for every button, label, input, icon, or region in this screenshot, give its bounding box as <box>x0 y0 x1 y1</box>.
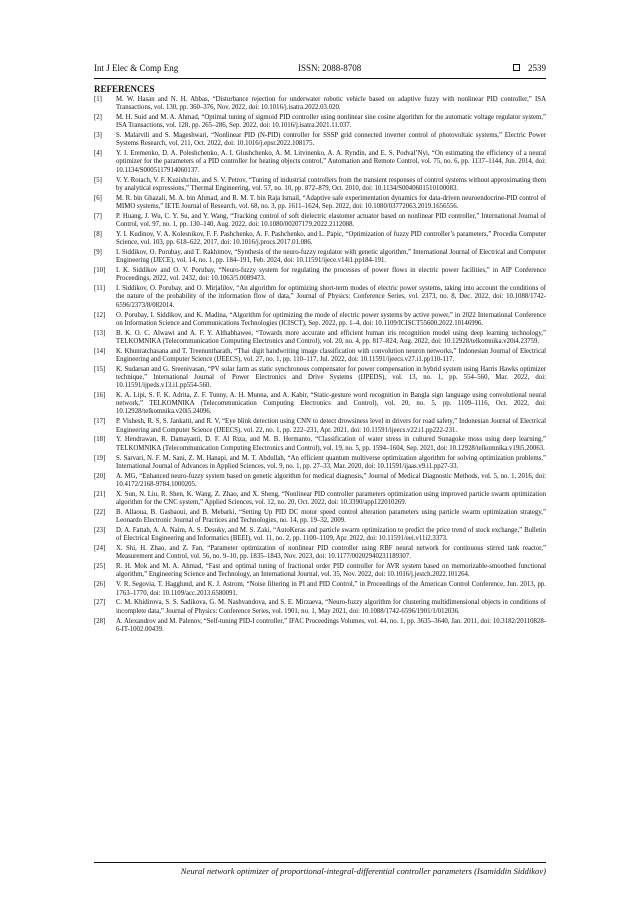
reference-text: A. MG, “Enhanced neuro-fuzzy system based on genetic algorithm for medical diagnosis,” Journal of Medical Diagnostic Methods, vol. 5, no. 1, 2016, doi: 10.4172/2168-9784.1000205. <box>116 472 546 488</box>
reference-number: [26] <box>94 581 106 589</box>
checkbox-square-icon <box>513 64 520 71</box>
reference-number: [19] <box>94 454 106 462</box>
reference-item <box>94 491 546 507</box>
reference-text: X. Sun, N. Liu, R. Shen, K. Wang, Z. Zhao, and X. Sheng, “Nonlinear PID controller parameters optimization using improved particle swarm optimization algorithm for the CNC system,” Applied Sciences, vol. 12, no. 20, Oct. 2022, doi: 10.3390/app122010269. <box>116 490 546 506</box>
reference-number: [25] <box>94 563 106 571</box>
reference-number: [28] <box>94 617 106 625</box>
reference-number: [14] <box>94 347 106 355</box>
reference-item <box>94 418 546 434</box>
reference-text: S. Malarvili and S. Mageshwari, “Nonlinear PID (N-PID) controller for SSSP grid connected inverter control of photovoltaic systems,” Electric Power Systems Research, vol. 211, Oct. 2022, doi: 10.1016/j.epsr.2022.108175. <box>116 132 546 148</box>
running-footer: Neural network optimizer of proportional-integral-differential controller parameters (Isamiddin Siddikov) <box>180 866 546 876</box>
reference-text: M. H. Suid and M. A. Ahmad, “Optimal tuning of sigmoid PID controller using nonlinear sine cosine algorithm for the automatic voltage regulator system,” ISA Transactions, vol. 128, pp. 265–286, Sep. 2022, doi: 10.1016/j.isatra.2021.11.037. <box>116 114 546 130</box>
reference-item <box>94 195 546 211</box>
journal-name: Int J Elec & Comp Eng <box>94 63 179 73</box>
reference-number: [3] <box>94 132 102 140</box>
reference-text: V. Y. Rotach, V. F. Kuzishchin, and S. V. Petrov, “Tuning of industrial controllers from the transient responses of control systems without approximating them by analytical expressions,” Thermal Engineering, vol. 57, no. 10, pp. 872–879, Oct. 2010, doi: 10.1134/S0040601510100083. <box>116 176 546 192</box>
reference-item <box>94 366 546 390</box>
reference-item <box>94 581 546 597</box>
reference-item <box>94 114 546 130</box>
reference-item <box>94 249 546 265</box>
reference-text: M. W. Hasan and N. H. Abbas, “Disturbance rejection for underwater robotic vehicle based on adaptive fuzzy with nonlinear PID controller,” ISA Transactions, vol. 130, pp. 360–376, Nov. 2022, doi: 10.1016/j.isatra.2022.03.020. <box>116 96 546 112</box>
reference-number: [18] <box>94 436 106 444</box>
reference-number: [17] <box>94 418 106 426</box>
reference-text: X. Shi, H. Zhao, and Z. Fan, “Parameter optimization of nonlinear PID controller using RBF neural network for continuous stirred tank reactor,” Measurement and Control, vol. 56, no. 9–10, pp. 1835–1843, Nov. 2023, doi: 10.1177/00202940231189307. <box>116 545 546 561</box>
reference-item <box>94 267 546 283</box>
reference-text: O. Porubay, I. Siddikov, and K. Madina, “Algorithm for optimizing the mode of electric power systems by active power,” in 2022 International Conference on Information Science and Communications Technologies (ICISCT), Sep. 2022, pp. 1–4, doi: 10.1109/ICISCT55600.2022.10146996. <box>116 311 546 327</box>
reference-item <box>94 527 546 543</box>
footer-rule <box>94 862 546 863</box>
reference-item <box>94 285 546 309</box>
page-number: 2539 <box>528 63 546 73</box>
reference-item <box>94 392 546 416</box>
reference-number: [10] <box>94 267 106 275</box>
reference-text: V. R. Segovia, T. Hagglund, and K. J. Astrom, “Noise filtering in PI and PID Control,” in Proceedings of the American Control Conference, Jun. 2013, pp. 1763–1770, doi: 10.1109/acc.2013.6580091. <box>116 581 546 597</box>
reference-number: [5] <box>94 176 102 184</box>
reference-item <box>94 455 546 471</box>
reference-number: [20] <box>94 472 106 480</box>
reference-item <box>94 231 546 247</box>
reference-text: B. K. O. C. Alwawi and A. F. Y. Althabhawee, “Towards more accurate and efficient human iris recognition model using deep learning technology,” TELKOMNIKA (Telecommunication Computing Electronics and Control), vol. 20, no. 4, pp. 817–824, Aug. 2022, doi: 10.12928/telkomnika.v20i4.23759. <box>116 329 546 345</box>
reference-number: [13] <box>94 329 106 337</box>
reference-text: A. Alexandrov and M. Palenov, “Self-tuning PID-I controller,” IFAC Proceedings Volumes, vol. 44, no. 1, pp. 3635–3640, Jan. 2011, doi: 10.3182/20110828-6-IT-1002.00439. <box>116 617 546 633</box>
reference-number: [1] <box>94 96 102 103</box>
reference-item <box>94 96 546 112</box>
reference-item <box>94 509 546 525</box>
reference-text: M. R. bin Ghazali, M. A. bin Ahmad, and R. M. T. bin Raja Ismail, “Adaptive safe experimentation dynamics for data-driven neuroendocrine-PID control of MIMO systems,” IETE Journal of Research, vol. 68, no. 3, pp. 1611–1624, Sep. 2022, doi: 10.1080/03772063.2019.1656556. <box>116 194 546 210</box>
reference-text: I. Siddikov, O. Porubay, and O. Mirjalilov, “An algorithm for optimizing short-term modes of electric power systems, taking into account the conditions of the nature of the probability of the information flow of data,” Journal of Physics: Conference Series, vol. 2373, no. 8, Dec. 2022, doi: 10.1088/1742-6596/2373/8/082014. <box>116 285 546 309</box>
reference-item <box>94 599 546 615</box>
reference-number: [4] <box>94 150 102 158</box>
reference-text: D. A. Fattah, A. A. Naim, A. S. Desuky, and M. S. Zaki, “AutoKeras and particle swarm optimization to predict the price trend of stock exchange,” Bulletin of Electrical Engineering and Informatics (BEEI), vol. 11, no. 2, pp. 1100–1109, Apr. 2022, doi: 10.11591/eei.v11i2.3373. <box>116 527 546 543</box>
reference-number: [24] <box>94 545 106 553</box>
reference-item <box>94 436 546 452</box>
reference-text: Y. I. Eremenko, D. A. Poleshchenko, A. I. Glushchenko, A. M. Litvinenko, A. A. Ryndin, and E. S. Podval’Nyi, “On estimating the efficiency of a neural optimizer for the parameters of a PID controller for heating objects control,” Automation and Remote Control, vol. 75, no. 6, pp. 1137–1144, Jun. 2014, doi: 10.1134/S0005117914060137. <box>116 150 546 174</box>
reference-text: Y. Hendrawan, R. Damayanti, D. F. Al Riza, and M. B. Hermanto, “Classification of water stress in cultured Sunagoke moss using deep learning,” TELKOMNIKA (Telecommunication Computing Electronics and Control), vol. 19, no. 5, pp. 1594–1604, Sep. 2021, doi: 10.12928/telkomnika.v19i5.20063. <box>116 436 546 452</box>
reference-number: [6] <box>94 194 102 202</box>
reference-number: [7] <box>94 212 102 220</box>
reference-text: B. Allaoua, B. Gasbaoui, and B. Mebarki, “Setting Up PID DC motor speed control alteration parameters using particle swarm optimization strategy,” Leonardo Electronic Journal of Practices and Technologies, no. 14, pp. 19–32, 2009. <box>116 508 546 525</box>
header-rule <box>94 78 546 79</box>
reference-number: [27] <box>94 599 106 607</box>
reference-text: C. M. Khidirova, S. S. Sadikova, G. M. Nashvandova, and S. E. Mirzaeva, “Neuro-fuzzy algorithm for clustering multidimensional objects in conditions of incomplete data,” Journal of Physics: Conference Series, vol. 1901, no. 1, May 2021, doi: 10.1088/1742-6596/1901/1/012036. <box>116 599 546 615</box>
reference-text: S. Sarvari, N. F. M. Sani, Z. M. Hanapi, and M. T. Abdullah, “An efficient quantum multiverse optimization algorithm for solving optimization problems,” International Journal of Advances in Applied Sciences, vol. 9, no. 1, pp. 27–33, Mar. 2020, doi: 10.11591/ijaas.v9.i1.pp27-33. <box>116 454 546 470</box>
reference-number: [12] <box>94 311 106 319</box>
reference-item <box>94 563 546 579</box>
reference-item <box>94 545 546 561</box>
reference-text: P. Huang, J. Wu, C. Y. Su, and Y. Wang, “Tracking control of soft dielectric elastomer actuator based on nonlinear PID controller,” International Journal of Control, vol. 97, no. 1, pp. 130–140, Aug. 2022, doi: 10.1080/00207179.2022.2112088. <box>116 212 546 228</box>
reference-item <box>94 213 546 229</box>
reference-number: [9] <box>94 249 102 257</box>
reference-text: R. H. Mok and M. A. Ahmad, “Fast and optimal tuning of fractional order PID controller for AVR system based on memorizable-smoothed functional algorithm,” Engineering Science and Technology, an International Journal, vol. 35, Nov. 2022, doi: 10.1016/j.jestch.2022.101264. <box>116 563 546 579</box>
reference-number: [21] <box>94 490 106 498</box>
reference-number: [23] <box>94 527 106 535</box>
reference-number: [16] <box>94 392 106 400</box>
reference-text: P. Vishesh, R. S, S. Jankatti, and R. V, “Eye blink detection using CNN to detect drowsiness level in drivers for road safety,” Indonesian Journal of Electrical Engineering and Computer Science (IJEECS), vol. 22, no. 1, pp. 222–231, Apr. 2021, doi: 10.11591/ijeecs.v22.i1.pp222-231. <box>116 418 546 434</box>
reference-text: K. A. Lipi, S. F. K. Adrita, Z. F. Tunny, A. H. Munna, and A. Kabir, “Static-gesture word recognition in Bangla sign language using convolutional neural network,” TELKOMNIKA (Telecommunication Computing Electronics and Control), vol. 20, no. 5, pp. 1109–1116, Oct. 2022, doi: 10.12928/telkomnika.v20i5.24096. <box>116 392 546 416</box>
reference-item <box>94 330 546 346</box>
reference-item <box>94 177 546 193</box>
reference-text: Y. I. Kudinov, V. A. Kolesnikov, F. F. Pashchenko, A. F. Pashchenko, and L. Papic, “Optimization of fuzzy PID controller’s parameters,” Procedia Computer Science, vol. 103, pp. 618–622, 2017, doi: 10.1016/j.procs.2017.01.086. <box>116 230 546 247</box>
reference-text: K. Sudarsan and G. Sreenivasan, “PV solar farm as static synchronous compensator for power compensation in hybrid system using Harris Hawks optimizer technique,” International Journal of Power Electronics and Drive Systems (IJPEDS), vol. 13, no. 1, pp. 554–560, Mar. 2022, doi: 10.11591/ijpeds.v13.i1.pp554-560. <box>116 365 546 390</box>
reference-item <box>94 312 546 328</box>
reference-number: [22] <box>94 508 106 516</box>
issn: ISSN: 2088-8708 <box>298 63 362 73</box>
reference-item <box>94 150 546 174</box>
reference-item <box>94 348 546 364</box>
reference-number: [2] <box>94 114 102 122</box>
page-header <box>94 62 546 76</box>
section-title: REFERENCES <box>94 84 155 94</box>
reference-text: I. K. Siddikov and O. V. Porubay, “Neuro-fuzzy system for regulating the processes of power flows in electric power facilities,” in AIP Conference Proceedings, 2022, vol. 2432, doi: 10.1063/5.0089473. <box>116 267 546 283</box>
reference-text: K. Khunratchasana and T. Treenuntharath, “Thai digit handwriting image classification with convolution neuron networks,” Indonesian Journal of Electrical Engineering and Computer Science (IJEECS), vol. 27, no. 1, pp. 110–117, Jul. 2022, doi: 10.11591/ijeecs.v27.i1.pp110-117. <box>116 347 546 363</box>
reference-number: [11] <box>94 285 106 293</box>
reference-number: [15] <box>94 365 106 373</box>
reference-item <box>94 618 546 634</box>
reference-item <box>94 132 546 148</box>
reference-list <box>94 96 546 636</box>
reference-text: I. Siddikov, O. Porubay, and T. Rakhimov, “Synthesis of the neuro-fuzzy regulator with genetic algorithm,” International Journal of Electrical and Computer Engineering (IJECE), vol. 14, no. 1, pp. 184–191, Feb. 2024, doi: 10.11591/ijece.v14i1.pp184-191. <box>116 249 546 265</box>
reference-number: [8] <box>94 230 102 238</box>
reference-item <box>94 473 546 489</box>
